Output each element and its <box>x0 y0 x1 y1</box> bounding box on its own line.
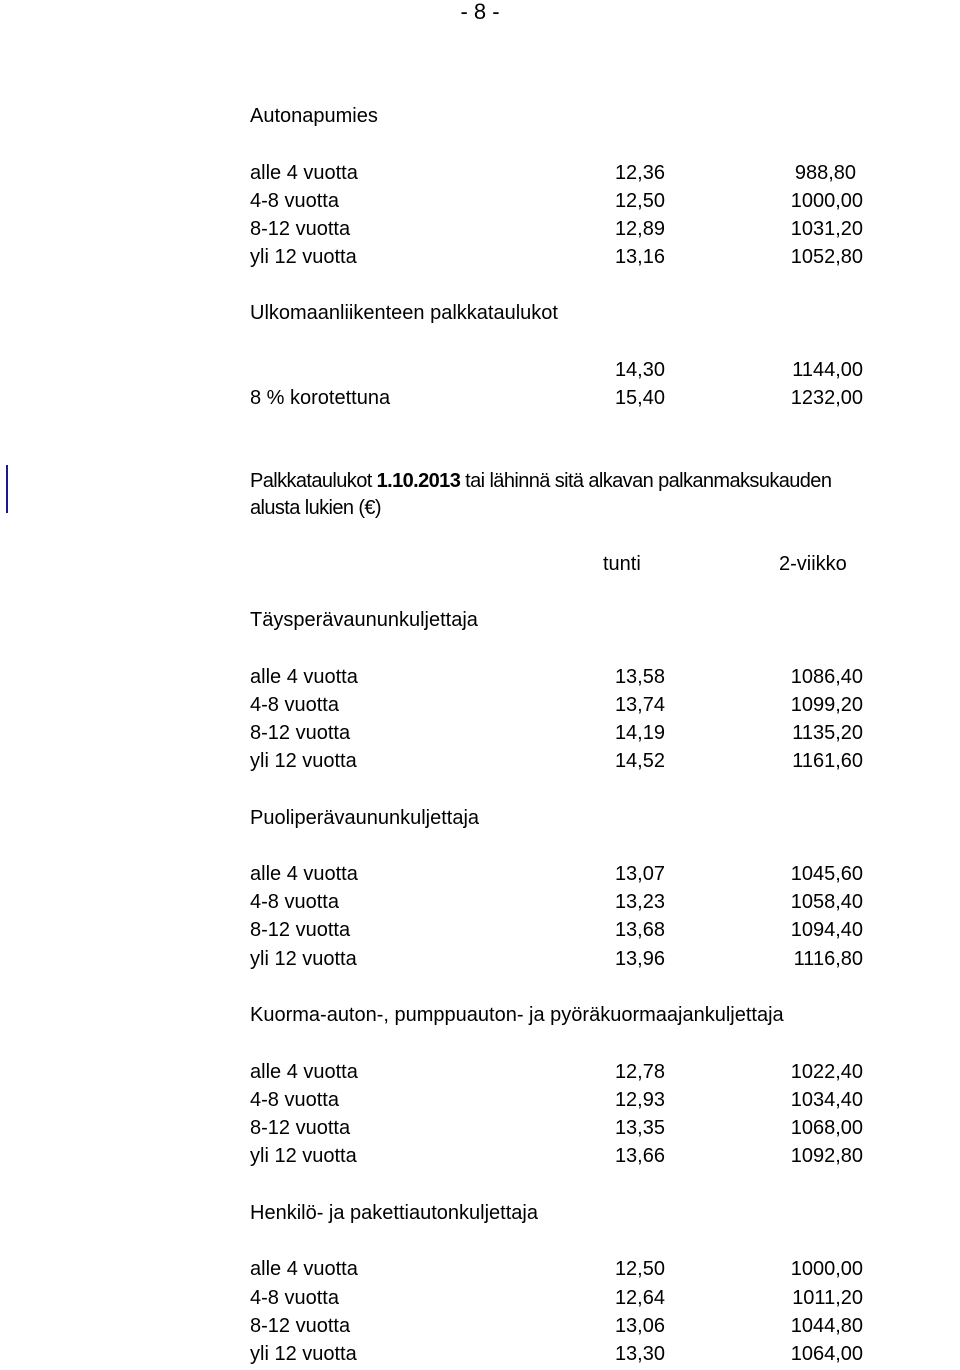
section-title-prefix: Palkkataulukot <box>250 470 377 492</box>
biweekly-wage: 1052,80 <box>790 246 863 268</box>
hourly-wage: 12,78 <box>614 1061 665 1083</box>
table-row <box>250 217 870 241</box>
biweekly-wage: 1086,40 <box>790 666 863 688</box>
row-label: 4-8 vuotta <box>250 1287 339 1309</box>
section-title-suffix: tai lähinnä sitä alkavan palkanmaksukauden <box>460 470 832 492</box>
row-label: alle 4 vuotta <box>250 863 358 885</box>
hourly-wage: 12,50 <box>614 190 665 212</box>
row-label: 8-12 vuotta <box>250 1315 351 1337</box>
hourly-wage: 13,23 <box>614 891 665 913</box>
table-row <box>250 947 870 971</box>
table-row <box>250 1314 870 1338</box>
table-row <box>250 1144 870 1168</box>
row-label: 8-12 vuotta <box>250 919 351 941</box>
row-label: 4-8 vuotta <box>250 891 339 913</box>
table-row <box>250 1342 870 1366</box>
table-row <box>250 1116 870 1140</box>
hourly-wage: 13,30 <box>614 1343 665 1365</box>
hourly-wage: 14,30 <box>614 359 665 381</box>
hourly-wage: 14,52 <box>614 750 665 772</box>
hourly-wage: 13,74 <box>614 694 665 716</box>
table-row <box>250 189 870 213</box>
row-label: 4-8 vuotta <box>250 190 339 212</box>
biweekly-wage: 1034,40 <box>790 1089 863 1111</box>
table-row <box>250 693 870 717</box>
table-row <box>250 245 870 269</box>
section-title-date: 1.10.2013 <box>376 470 461 492</box>
hourly-wage: 13,66 <box>614 1145 665 1167</box>
biweekly-wage: 1116,80 <box>793 948 863 970</box>
column-header-biweek: 2-viikko <box>779 553 847 575</box>
row-label: 4-8 vuotta <box>250 1089 339 1111</box>
row-label: alle 4 vuotta <box>250 1258 358 1280</box>
biweekly-wage: 1161,60 <box>792 750 863 772</box>
table-row <box>250 918 870 942</box>
hourly-wage: 12,64 <box>614 1287 665 1309</box>
table-row <box>250 1286 870 1310</box>
hourly-wage: 12,36 <box>614 162 665 184</box>
row-label: yli 12 vuotta <box>250 1145 357 1167</box>
biweekly-wage: 1044,80 <box>790 1315 863 1337</box>
row-label: alle 4 vuotta <box>250 666 358 688</box>
hourly-wage: 12,50 <box>614 1258 665 1280</box>
hourly-wage: 15,40 <box>614 387 665 409</box>
biweekly-wage: 1135,20 <box>792 722 863 744</box>
biweekly-wage: 1094,40 <box>790 919 863 941</box>
table-row <box>250 749 870 773</box>
hourly-wage: 14,19 <box>614 722 665 744</box>
biweekly-wage: 1232,00 <box>790 387 863 409</box>
row-label: alle 4 vuotta <box>250 162 358 184</box>
row-label: 4-8 vuotta <box>250 694 339 716</box>
page-number: - 8 - <box>460 0 500 24</box>
table-row <box>250 721 870 745</box>
row-label: yli 12 vuotta <box>250 948 357 970</box>
table-row <box>250 1060 870 1084</box>
section-heading-autonapumies: Autonapumies <box>250 105 378 127</box>
row-label: yli 12 vuotta <box>250 246 357 268</box>
biweekly-wage: 1000,00 <box>790 1258 863 1280</box>
table-row <box>250 862 870 886</box>
table-row <box>250 161 870 185</box>
table-row <box>250 890 870 914</box>
section-heading-taysperavaunu: Täysperävaununkuljettaja <box>250 609 478 631</box>
row-label: 8-12 vuotta <box>250 218 351 240</box>
hourly-wage: 13,58 <box>614 666 665 688</box>
hourly-wage: 12,89 <box>614 218 665 240</box>
biweekly-wage: 988,80 <box>794 162 856 184</box>
biweekly-wage: 1092,80 <box>790 1145 863 1167</box>
hourly-wage: 13,06 <box>614 1315 665 1337</box>
biweekly-wage: 1068,00 <box>790 1117 863 1139</box>
hourly-wage: 13,96 <box>614 948 665 970</box>
section-title-line2: alusta lukien (€) <box>250 497 381 519</box>
table-row <box>250 1257 870 1281</box>
table-row <box>250 1088 870 1112</box>
column-header-hour: tunti <box>603 553 641 575</box>
row-label: yli 12 vuotta <box>250 750 357 772</box>
section-heading-henkilo-paketti: Henkilö- ja pakettiautonkuljettaja <box>250 1202 538 1224</box>
section-heading-ulkomaanliikenne: Ulkomaanliikenteen palkkataulukot <box>250 302 558 324</box>
biweekly-wage: 1045,60 <box>790 863 863 885</box>
biweekly-wage: 1099,20 <box>790 694 863 716</box>
hourly-wage: 13,07 <box>614 863 665 885</box>
biweekly-wage: 1058,40 <box>790 891 863 913</box>
table-row <box>250 665 870 689</box>
hourly-wage: 12,93 <box>614 1089 665 1111</box>
table-row <box>250 358 870 382</box>
revision-change-bar <box>6 465 8 513</box>
biweekly-wage: 1000,00 <box>790 190 863 212</box>
hourly-wage: 13,35 <box>614 1117 665 1139</box>
table-row <box>250 386 870 410</box>
biweekly-wage: 1022,40 <box>790 1061 863 1083</box>
row-label: yli 12 vuotta <box>250 1343 357 1365</box>
section-heading-kuorma-auto: Kuorma-auton-, pumppuauton- ja pyöräkuormaajankuljettaja <box>250 1004 784 1026</box>
biweekly-wage: 1031,20 <box>790 218 863 240</box>
biweekly-wage: 1011,20 <box>792 1287 863 1309</box>
row-label: 8-12 vuotta <box>250 1117 351 1139</box>
row-label: 8 % korotettuna <box>250 387 391 409</box>
biweekly-wage: 1064,00 <box>790 1343 863 1365</box>
row-label: alle 4 vuotta <box>250 1061 358 1083</box>
hourly-wage: 13,68 <box>614 919 665 941</box>
section-heading-puoliperavaunu: Puoliperävaununkuljettaja <box>250 807 480 829</box>
hourly-wage: 13,16 <box>614 246 665 268</box>
biweekly-wage: 1144,00 <box>792 359 863 381</box>
row-label: 8-12 vuotta <box>250 722 351 744</box>
section-title <box>250 469 831 493</box>
